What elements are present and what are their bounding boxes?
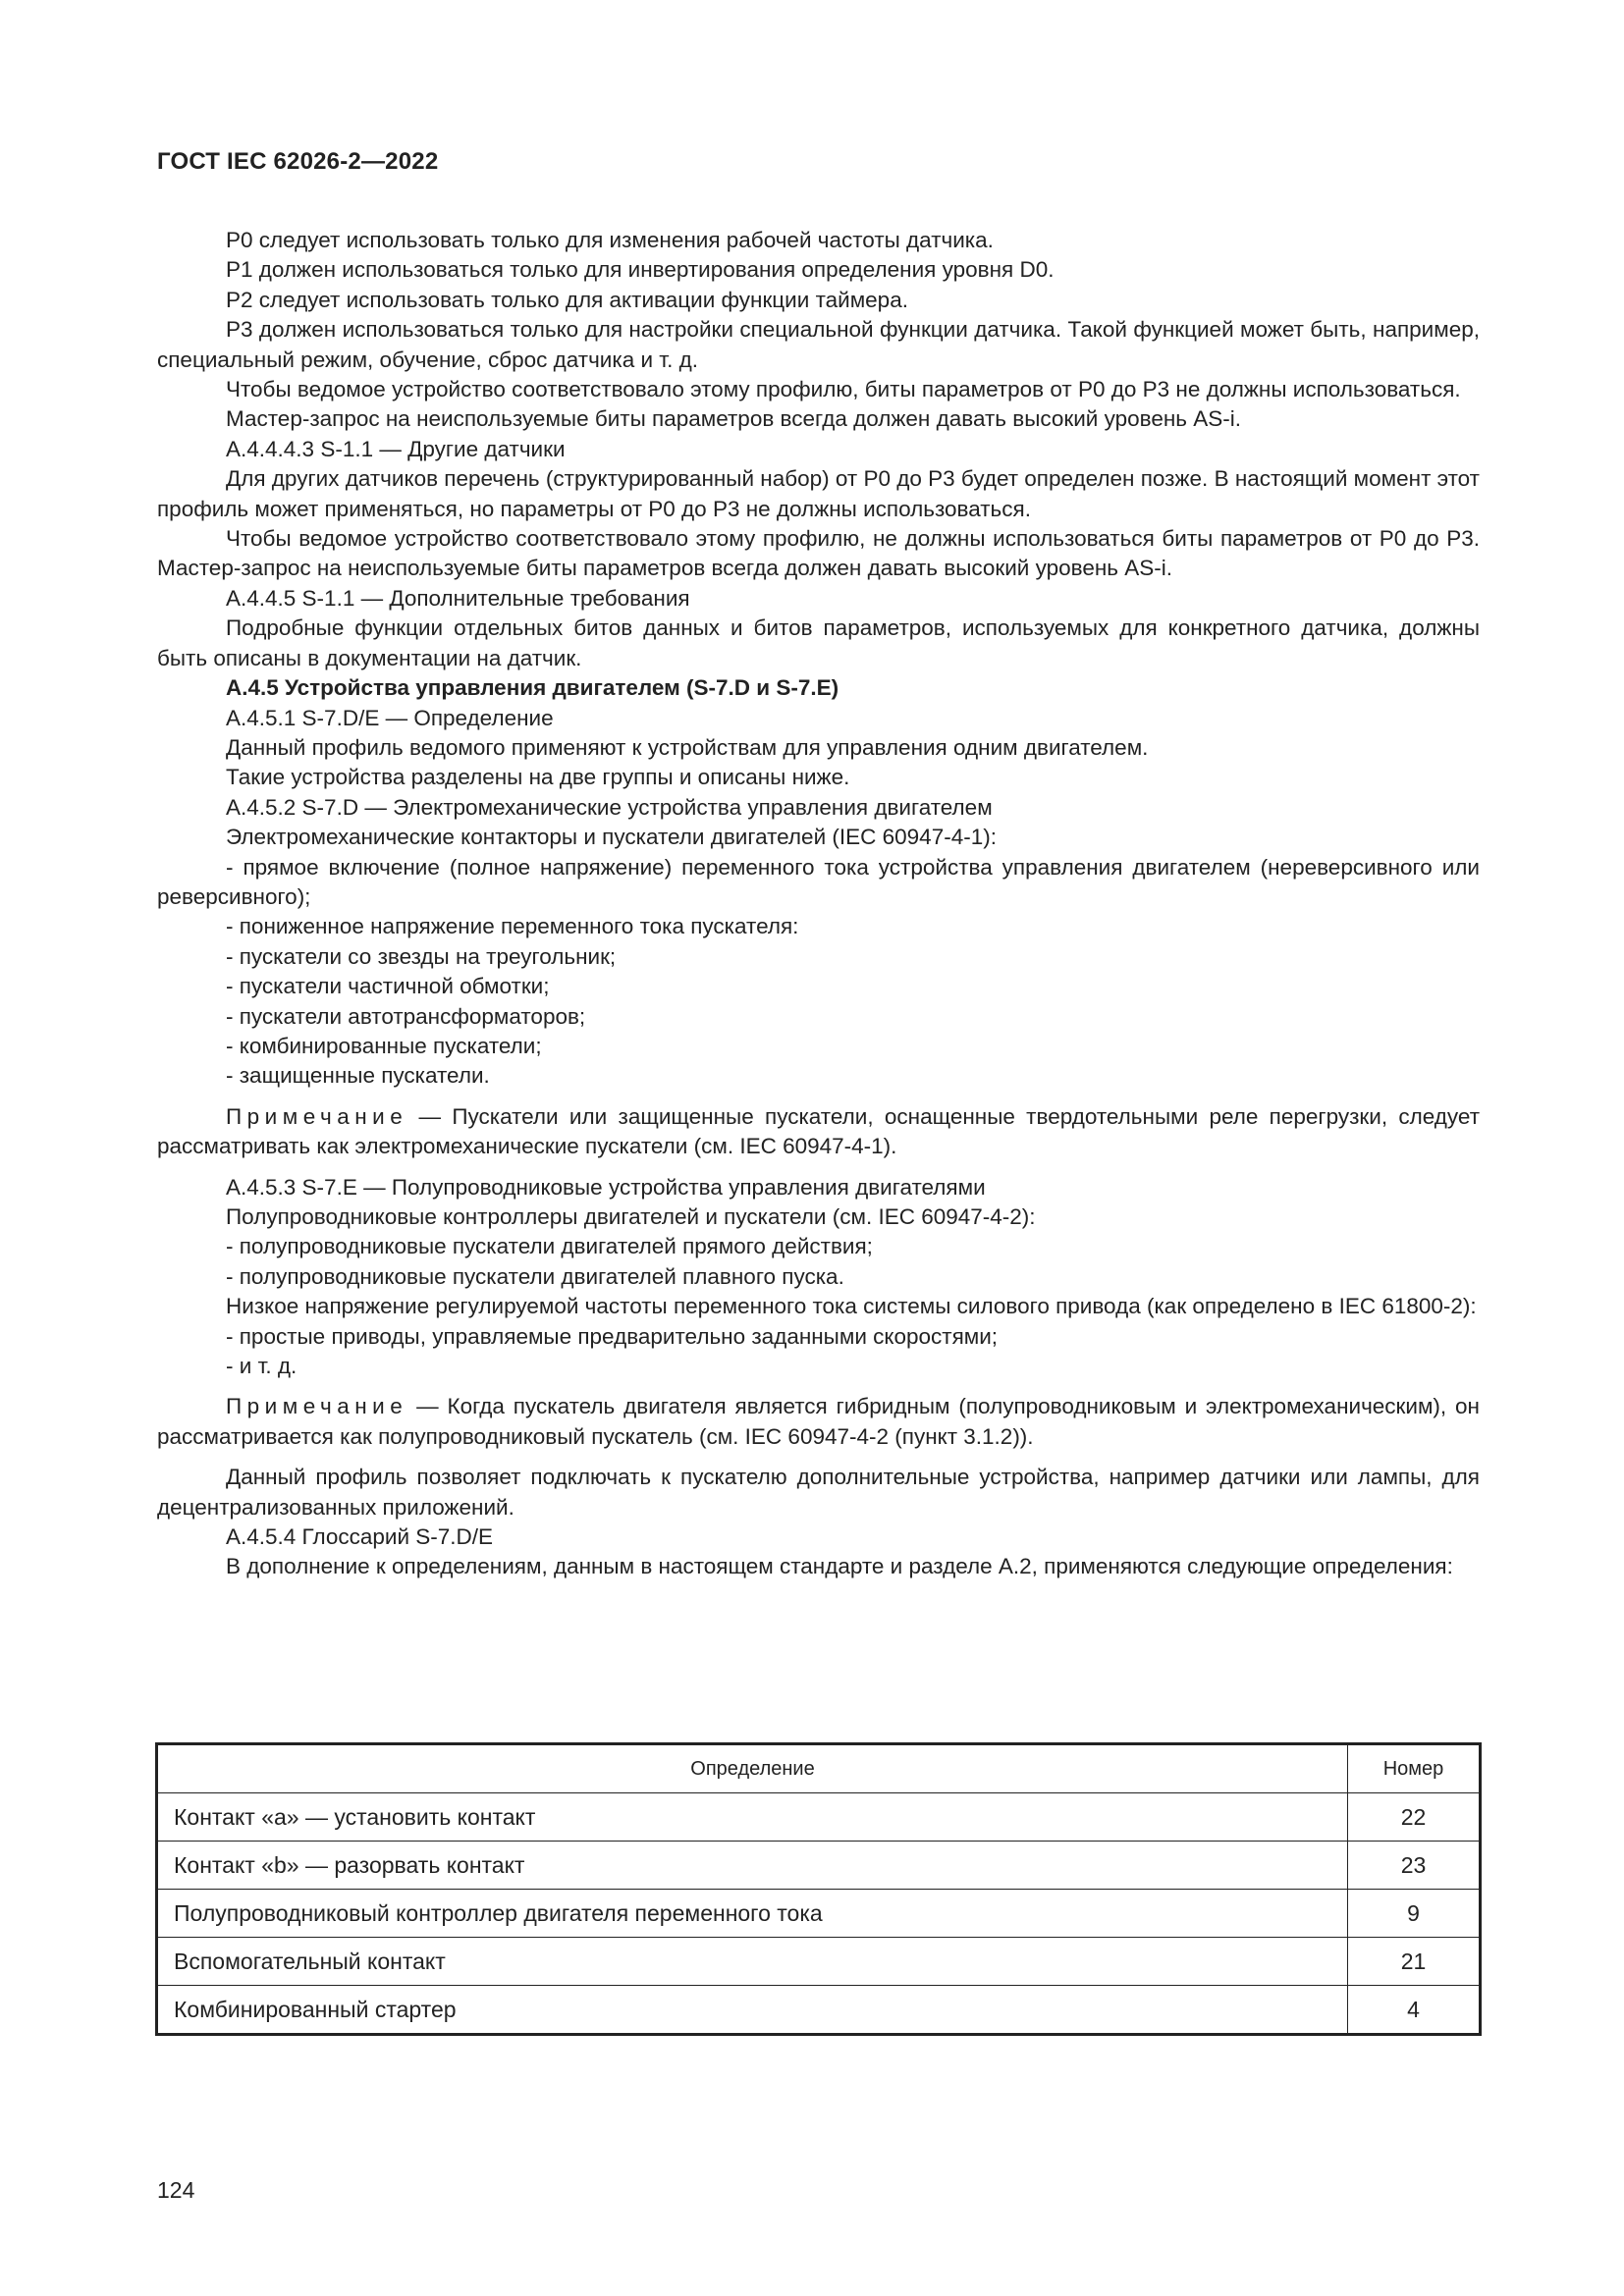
table-cell-definition: Контакт «b» — разорвать контакт [157, 1842, 1348, 1890]
list-item: - пускатели со звезды на треугольник; [226, 943, 617, 969]
definitions-table [155, 1742, 1482, 2036]
paragraph: Данный профиль ведомого применяют к устройствам для управления одним двигателем. [226, 734, 1149, 760]
subsection-heading: A.4.5.3 S-7.E — Полупроводниковые устройства управления двигателями [226, 1174, 986, 1200]
note-text: — Когда пускатель двигателя является гибридным (полупроводниковым и электромеханическим), он рассматривается как полупроводниковый пускатель (см. IEC 60947-4-2 (пункт 3.1.2)). [157, 1394, 1480, 1449]
paragraph: Такие устройства разделены на две группы и описаны ниже. [226, 765, 850, 790]
column-header-definition: Определение [157, 1744, 1348, 1793]
paragraph: Данный профиль позволяет подключать к пускателю дополнительные устройства, например датчики или лампы, для децентрализованных приложений. [157, 1465, 1480, 1520]
list-item: - прямое включение (полное напряжение) переменного тока устройства управления двигателем (нереверсивного или реверсивного); [157, 854, 1480, 909]
table-header-row [157, 1744, 1481, 1793]
paragraph: Чтобы ведомое устройство соответствовало этому профилю, не должны использоваться биты параметров от P0 до P3. Мастер-запрос на неиспользуемые биты параметров всегда должен давать высокий уровень AS-i. [157, 526, 1480, 581]
paragraph: Подробные функции отдельных битов данных и битов параметров, используемых для конкретного датчика, должны быть описаны в документации на датчик. [157, 615, 1480, 670]
table-cell-number: 4 [1348, 1986, 1481, 2035]
column-header-number: Номер [1348, 1744, 1481, 1793]
note-label: Примечание [226, 1394, 408, 1419]
table-cell-definition: Полупроводниковый контроллер двигателя переменного тока [157, 1890, 1348, 1938]
note [157, 1392, 1480, 1452]
list-item: - защищенные пускатели. [226, 1063, 490, 1089]
table-row [157, 1793, 1481, 1842]
section-heading: A.4.5 Устройства управления двигателем (S-7.D и S-7.E) [226, 675, 839, 701]
table-cell-definition: Контакт «a» — установить контакт [157, 1793, 1348, 1842]
note [157, 1102, 1480, 1162]
paragraph: Для других датчиков перечень (структурированный набор) от P0 до P3 будет определен позже. В настоящий момент этот профиль может применяться, но параметры от P0 до P3 не должны использоваться. [157, 466, 1480, 521]
subsection-heading: A.4.5.4 Глоссарий S-7.D/E [226, 1524, 494, 1550]
paragraph: P1 должен использоваться только для инвертирования определения уровня D0. [226, 257, 1055, 283]
list-item: - и т. д. [226, 1354, 298, 1379]
subsection-heading: A.4.5.1 S-7.D/E — Определение [226, 705, 554, 730]
list-item: - комбинированные пускатели; [226, 1033, 542, 1058]
list-item: - полупроводниковые пускатели двигателей плавного пуска. [226, 1263, 844, 1289]
table-row [157, 1842, 1481, 1890]
list-item: - простые приводы, управляемые предварительно заданными скоростями; [226, 1323, 999, 1349]
table-cell-definition: Вспомогательный контакт [157, 1938, 1348, 1986]
table-cell-number: 23 [1348, 1842, 1481, 1890]
note-text: — Пускатели или защищенные пускатели, оснащенные твердотельными реле перегрузки, следует рассматривать как электромеханические пускатели (см. IEC 60947-4-1). [157, 1103, 1480, 1159]
paragraph: P2 следует использовать только для активации функции таймера. [226, 287, 908, 312]
table-row [157, 1890, 1481, 1938]
subsection-heading: A.4.5.2 S-7.D — Электромеханические устройства управления двигателем [226, 794, 993, 820]
list-item: - пускатели автотрансформаторов; [226, 1003, 586, 1029]
paragraph: В дополнение к определениям, данным в настоящем стандарте и разделе A.2, применяются следующие определения: [226, 1554, 1453, 1579]
paragraph: Полупроводниковые контроллеры двигателей и пускатели (см. IEC 60947-4-2): [226, 1204, 1036, 1229]
list-item: - полупроводниковые пускатели двигателей прямого действия; [226, 1234, 873, 1259]
list-item: - пониженное напряжение переменного тока пускателя: [226, 914, 799, 939]
paragraph: P0 следует использовать только для изменения рабочей частоты датчика. [226, 228, 994, 252]
note-label: Примечание [226, 1103, 408, 1129]
document-header: ГОСТ IEC 62026-2—2022 [157, 148, 439, 175]
table-row [157, 1986, 1481, 2035]
list-item: - пускатели частичной обмотки; [226, 974, 550, 999]
table-cell-number: 9 [1348, 1890, 1481, 1938]
table-row [157, 1938, 1481, 1986]
paragraph: P3 должен использоваться только для настройки специальной функции датчика. Такой функцией может быть, например, специальный режим, обучение, сброс датчика и т. д. [157, 317, 1480, 372]
subsection-heading: A.4.4.5 S-1.1 — Дополнительные требования [226, 585, 690, 611]
table-cell-number: 22 [1348, 1793, 1481, 1842]
paragraph: Низкое напряжение регулируемой частоты переменного тока системы силового привода (как определено в IEC 61800-2): [226, 1294, 1477, 1319]
paragraph: Мастер-запрос на неиспользуемые биты параметров всегда должен давать высокий уровень AS-i. [226, 406, 1242, 432]
paragraph: Чтобы ведомое устройство соответствовало этому профилю, биты параметров от P0 до P3 не должны использоваться. [226, 377, 1461, 402]
table-cell-definition: Комбинированный стартер [157, 1986, 1348, 2035]
paragraph: Электромеханические контакторы и пускатели двигателей (IEC 60947-4-1): [226, 825, 997, 850]
page-number: 124 [157, 2177, 195, 2203]
table-cell-number: 21 [1348, 1938, 1481, 1986]
document-body [157, 226, 1480, 1582]
subsection-heading: A.4.4.4.3 S-1.1 — Другие датчики [226, 436, 566, 461]
